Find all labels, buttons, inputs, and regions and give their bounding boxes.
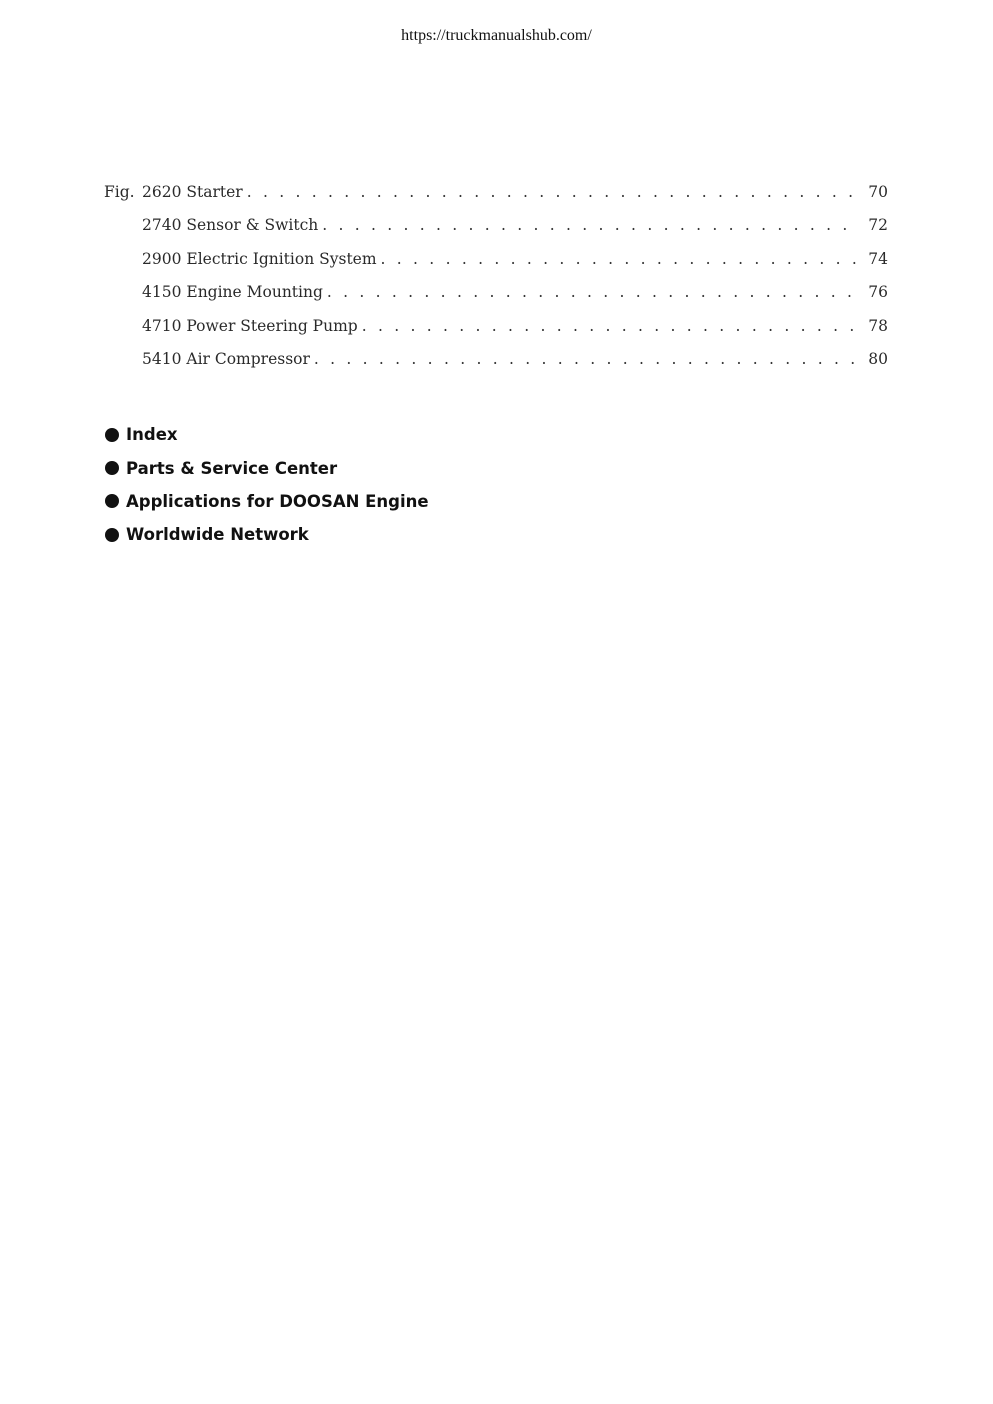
toc-entry-title: 2740 Sensor & Switch bbox=[142, 216, 322, 234]
toc-entry-page: 78 bbox=[868, 316, 888, 335]
toc-entry[interactable] bbox=[104, 183, 888, 216]
header-url: https://truckmanualshub.com/ bbox=[401, 27, 592, 44]
toc-entry[interactable] bbox=[104, 216, 888, 249]
dot-leader bbox=[327, 283, 860, 301]
figure-list bbox=[104, 183, 888, 383]
toc-entry-title: 2900 Electric Ignition System bbox=[142, 250, 381, 268]
section-label: Index bbox=[126, 425, 178, 445]
toc-entry-title: 4710 Power Steering Pump bbox=[142, 317, 362, 335]
dot-leader bbox=[247, 183, 860, 201]
toc-entry[interactable] bbox=[104, 350, 888, 383]
bullet-icon bbox=[105, 428, 119, 442]
toc-entry-page: 80 bbox=[868, 349, 888, 368]
section-item-worldwide-network[interactable] bbox=[105, 518, 429, 551]
dot-leader bbox=[362, 317, 860, 335]
toc-entry-title: 5410 Air Compressor bbox=[142, 350, 314, 368]
bullet-icon bbox=[105, 528, 119, 542]
toc-entry[interactable] bbox=[104, 250, 888, 283]
bullet-icon bbox=[105, 461, 119, 475]
toc-entry-title: 2620 Starter bbox=[142, 183, 247, 201]
section-list bbox=[105, 418, 429, 552]
toc-entry-page: 72 bbox=[868, 216, 888, 235]
toc-entry-page: 76 bbox=[868, 283, 888, 302]
toc-entry-page: 74 bbox=[868, 249, 888, 268]
dot-leader bbox=[322, 216, 860, 234]
toc-entry-page: 70 bbox=[868, 183, 888, 201]
section-item-applications[interactable] bbox=[105, 485, 429, 518]
toc-entry[interactable] bbox=[104, 317, 888, 350]
section-label: Applications for DOOSAN Engine bbox=[126, 491, 429, 511]
section-label: Worldwide Network bbox=[126, 525, 309, 545]
bullet-icon bbox=[105, 494, 119, 508]
toc-entry-title: 4150 Engine Mounting bbox=[142, 283, 327, 301]
figure-prefix: Fig. bbox=[104, 183, 135, 201]
dot-leader bbox=[381, 250, 860, 268]
section-item-parts-service-center[interactable] bbox=[105, 451, 429, 484]
toc-entry[interactable] bbox=[104, 283, 888, 316]
section-item-index[interactable] bbox=[105, 418, 429, 451]
section-label: Parts & Service Center bbox=[126, 458, 338, 478]
dot-leader bbox=[314, 350, 860, 368]
